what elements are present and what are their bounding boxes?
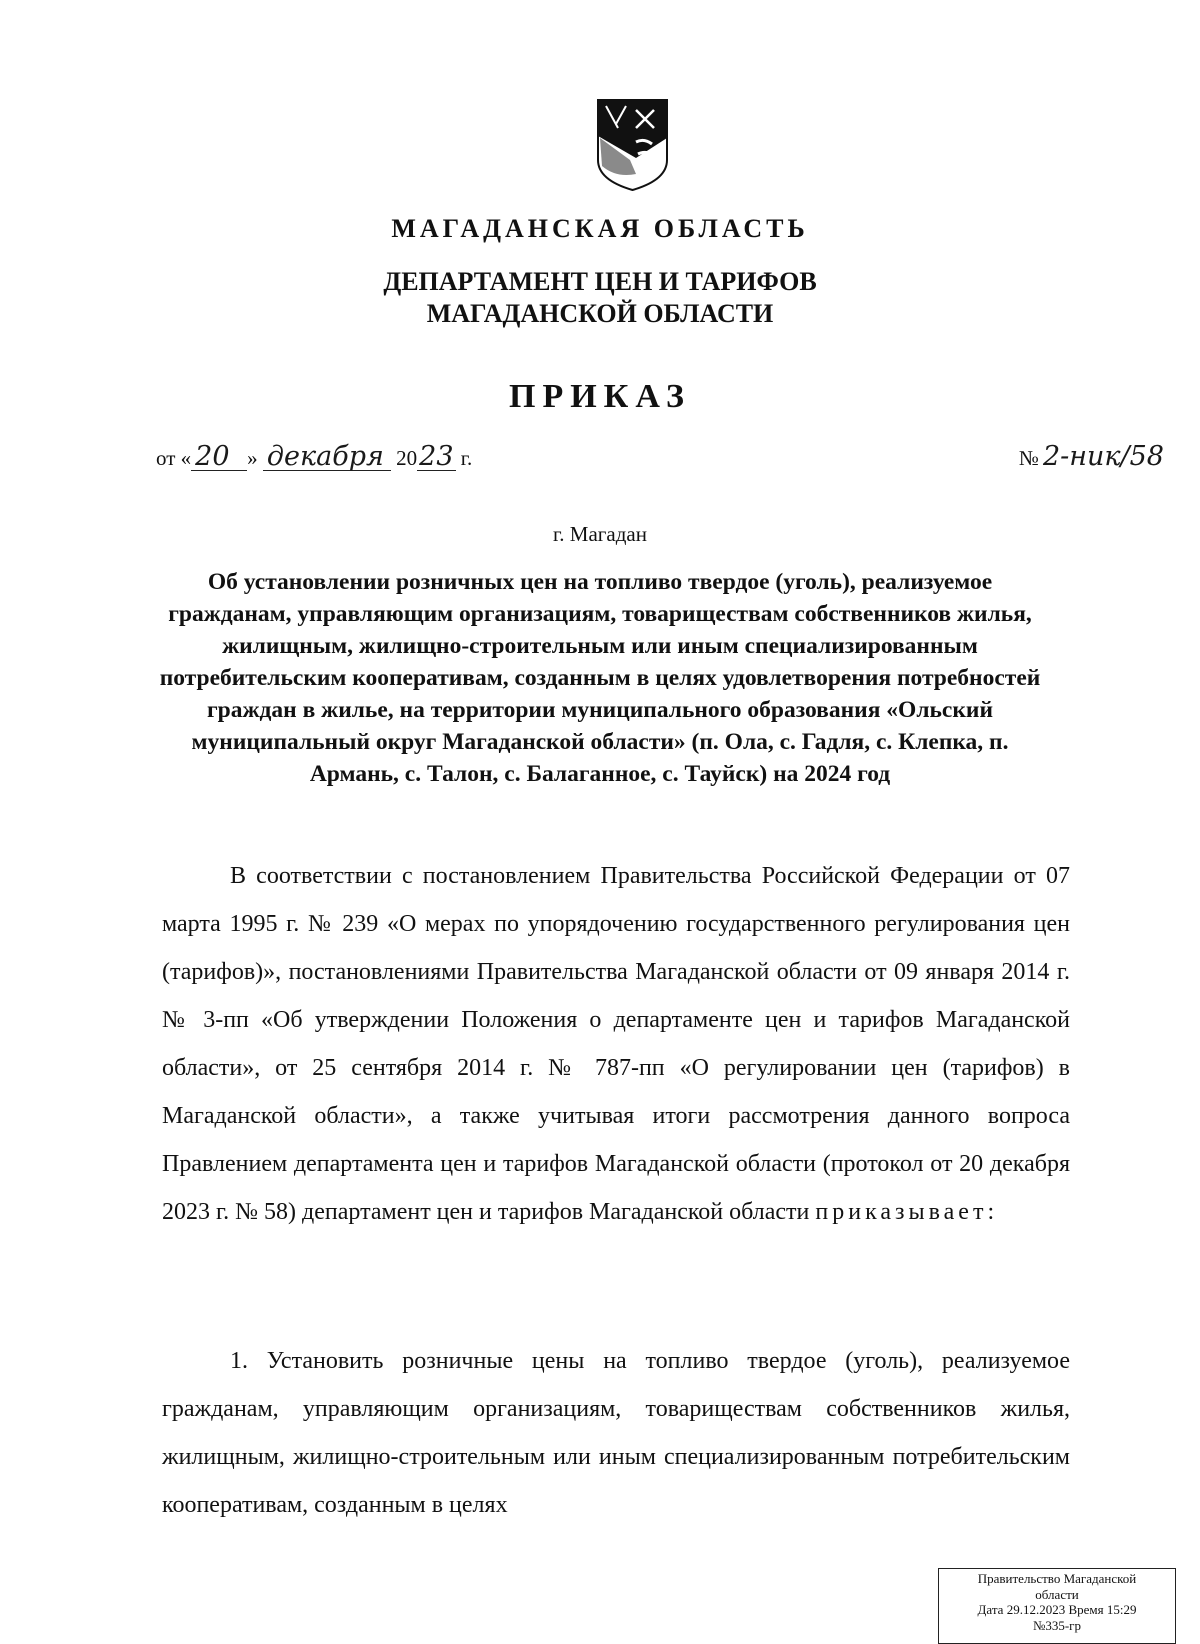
department-line-1: ДЕПАРТАМЕНТ ЦЕН И ТАРИФОВ	[383, 267, 817, 296]
number-handwritten: 2-ник/58	[1042, 441, 1164, 472]
body-paragraph-1-text: В соответствии с постановлением Правительства Российской Федерации от 07 марта 1995 г. № 239 «О мерах по упорядочению государственного регулирования цен (тарифов)», постановлениями Правительства Магаданской области от 09 января 2014 г. № 3-пп «Об утверждении Положения о департаменте цен и тарифов Магаданской области», от 25 сентября 2014 г. № 787-пп «О регулировании цен (тарифов) в Магаданской области», а также учитывая итоги рассмотрения данного вопроса Правлением департамента цен и тарифов Магаданской области (протокол от 20 декабря 2023 г. № 58) департамент цен и тарифов Магаданской области	[162, 863, 1070, 1225]
date-year-handwritten: 23	[419, 441, 454, 472]
region-heading: МАГАДАНСКАЯ ОБЛАСТЬ	[391, 214, 809, 243]
coat-of-arms-emblem	[596, 98, 669, 192]
department-heading	[0, 266, 1200, 330]
date-line	[156, 441, 473, 472]
document-subject: Об установлении розничных цен на топливо твердое (уголь), реализуемое гражданам, управляющим организациям, товариществам собственников жилья, жилищным, жилищно-строительным или иным специализированным потребительским кооперативам, созданным в целях удовлетворения потребностей граждан в жилье, на территории муниципального образования «Ольский муниципальный округ Магаданской области» (п. Ола, с. Гадля, с. Клепка, п. Армань, с. Талон, с. Балаганное, с. Тауйск) на 2024 год	[159, 569, 1041, 787]
body-paragraph-1	[162, 852, 1070, 1236]
date-day-handwritten: 20	[191, 444, 247, 471]
body-paragraph-2: 1. Установить розничные цены на топливо твердое (уголь), реализуемое гражданам, управляющим организациям, товариществам собственников жилья, жилищным, жилищно-строительным или иным специализированным потребительским кооперативам, созданным в целях	[162, 1348, 1070, 1518]
date-prefix: от «	[156, 446, 192, 470]
stamp-line-3: Дата 29.12.2023 Время 15:29	[977, 1602, 1137, 1617]
stamp-line-1: Правительство Магаданской	[977, 1571, 1137, 1586]
order-keyword: приказывает:	[815, 1199, 999, 1225]
document-type-title: ПРИКАЗ	[509, 378, 691, 415]
date-separator: »	[247, 446, 258, 470]
date-suffix: г.	[460, 446, 473, 470]
date-month-handwritten: декабря	[263, 444, 391, 471]
department-line-2: МАГАДАНСКОЙ ОБЛАСТИ	[426, 299, 774, 328]
order-number	[1018, 441, 1168, 472]
date-year-prefix: 20	[396, 446, 418, 470]
number-prefix: №	[1018, 446, 1039, 470]
registration-stamp	[938, 1568, 1176, 1644]
stamp-line-2: области	[1035, 1586, 1079, 1602]
city-line: г. Магадан	[553, 522, 647, 546]
stamp-line-4: №335-гр	[1032, 1617, 1082, 1633]
